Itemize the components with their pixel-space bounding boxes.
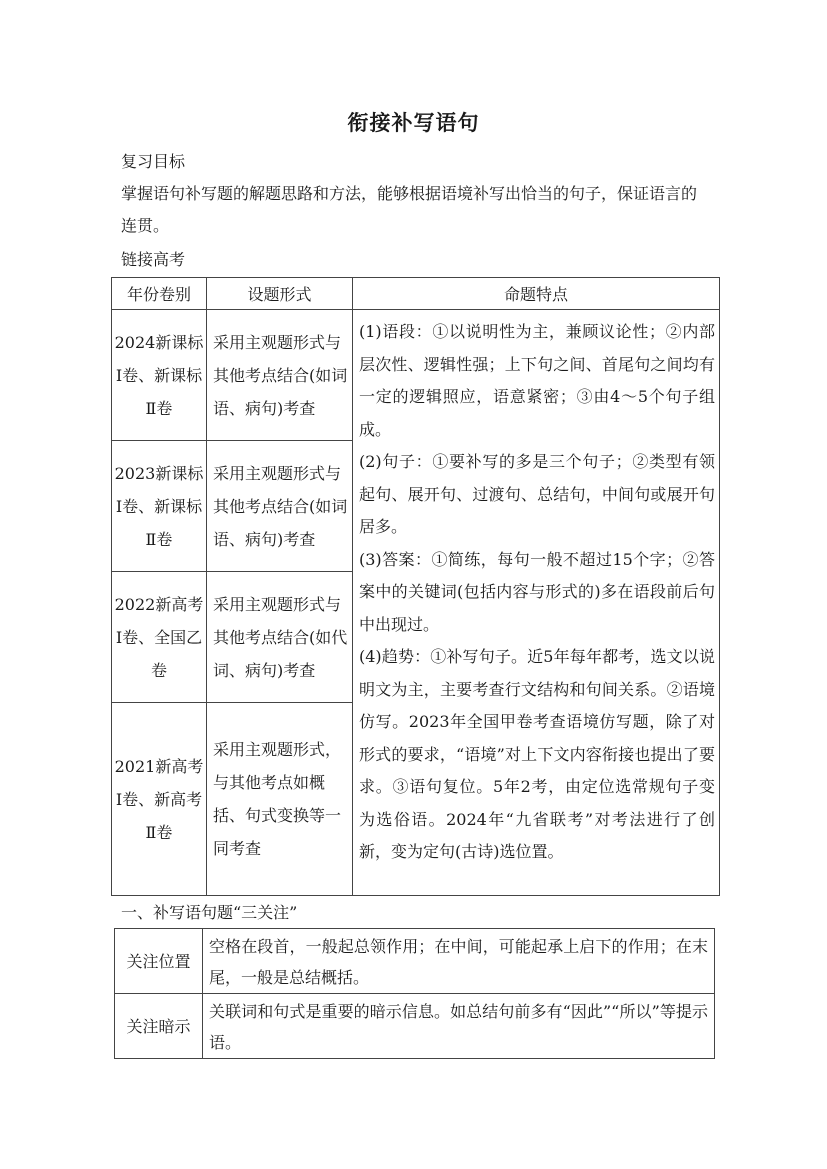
table-row	[115, 929, 715, 994]
table-row	[112, 310, 720, 441]
feature-item: (1)语段：①以说明性为主，兼顾议论性；②内部层次性、逻辑性强；上下句之间、首尾句之间均有一定的逻辑照应，语意紧密；③由4～5个句子组成。	[359, 322, 715, 439]
form-cell: 采用主观题形式与其他考点结合(如代词、病句)考查	[207, 572, 353, 703]
header-features: 命题特点	[353, 278, 720, 310]
review-text: 掌握语句补写题的解题思路和方法，能够根据语境补写出恰当的句子，保证语言的连贯。	[121, 184, 698, 235]
feature-item: (4)趋势：①补写句子。近5年每年都考，选文以说明文为主，主要考查行文结构和句间关系。②语境仿写。2023年全国甲卷考查语境仿写题，除了对形式的要求，“语境”对上下文内容衔接也提出了要求。③语句复位。5年2考，由定位选常规句子变为选俗语。2024年“九省联考”对考法进行了创新，变为定句(古诗)选位置。	[359, 647, 715, 861]
gaokao-table-header-row	[112, 278, 720, 310]
year-cell: 2021新高考Ⅰ卷、新高考Ⅱ卷	[112, 703, 207, 896]
feature-item: (2)句子：①要补写的多是三个句子；②类型有领起句、展开句、过渡句、总结句，中间句或展开句居多。	[359, 452, 715, 536]
three-focus-table	[114, 928, 715, 1059]
header-form: 设题形式	[207, 278, 353, 310]
header-year: 年份卷别	[112, 278, 207, 310]
year-cell: 2023新课标Ⅰ卷、新课标Ⅱ卷	[112, 441, 207, 572]
gaokao-table	[111, 277, 720, 896]
features-cell	[353, 310, 720, 896]
feature-item: (3)答案：①简练，每句一般不超过15个字；②答案中的关键词(包括内容与形式的)多在语段前后句中出现过。	[359, 549, 715, 634]
focus-key: 关注位置	[115, 929, 203, 994]
link-heading: 链接高考	[121, 250, 186, 269]
table-row	[115, 994, 715, 1059]
form-cell: 采用主观题形式与其他考点结合(如词语、病句)考查	[207, 310, 353, 441]
focus-value: 关联词和句式是重要的暗示信息。如总结句前多有“因此”“所以”等提示语。	[203, 994, 715, 1059]
focus-value: 空格在段首，一般起总领作用；在中间，可能起承上启下的作用；在末尾，一般是总结概括。	[203, 929, 715, 994]
year-cell: 2022新高考Ⅰ卷、全国乙卷	[112, 572, 207, 703]
review-heading: 复习目标	[121, 152, 186, 171]
form-cell: 采用主观题形式与其他考点结合(如词语、病句)考查	[207, 441, 353, 572]
form-cell: 采用主观题形式，与其他考点如概括、句式变换等一同考查	[207, 703, 353, 896]
section-heading: 一、补写语句题“三关注”	[121, 903, 298, 922]
focus-key: 关注暗示	[115, 994, 203, 1059]
year-cell: 2024新课标Ⅰ卷、新课标Ⅱ卷	[112, 310, 207, 441]
page-title: 衔接补写语句	[347, 110, 480, 135]
